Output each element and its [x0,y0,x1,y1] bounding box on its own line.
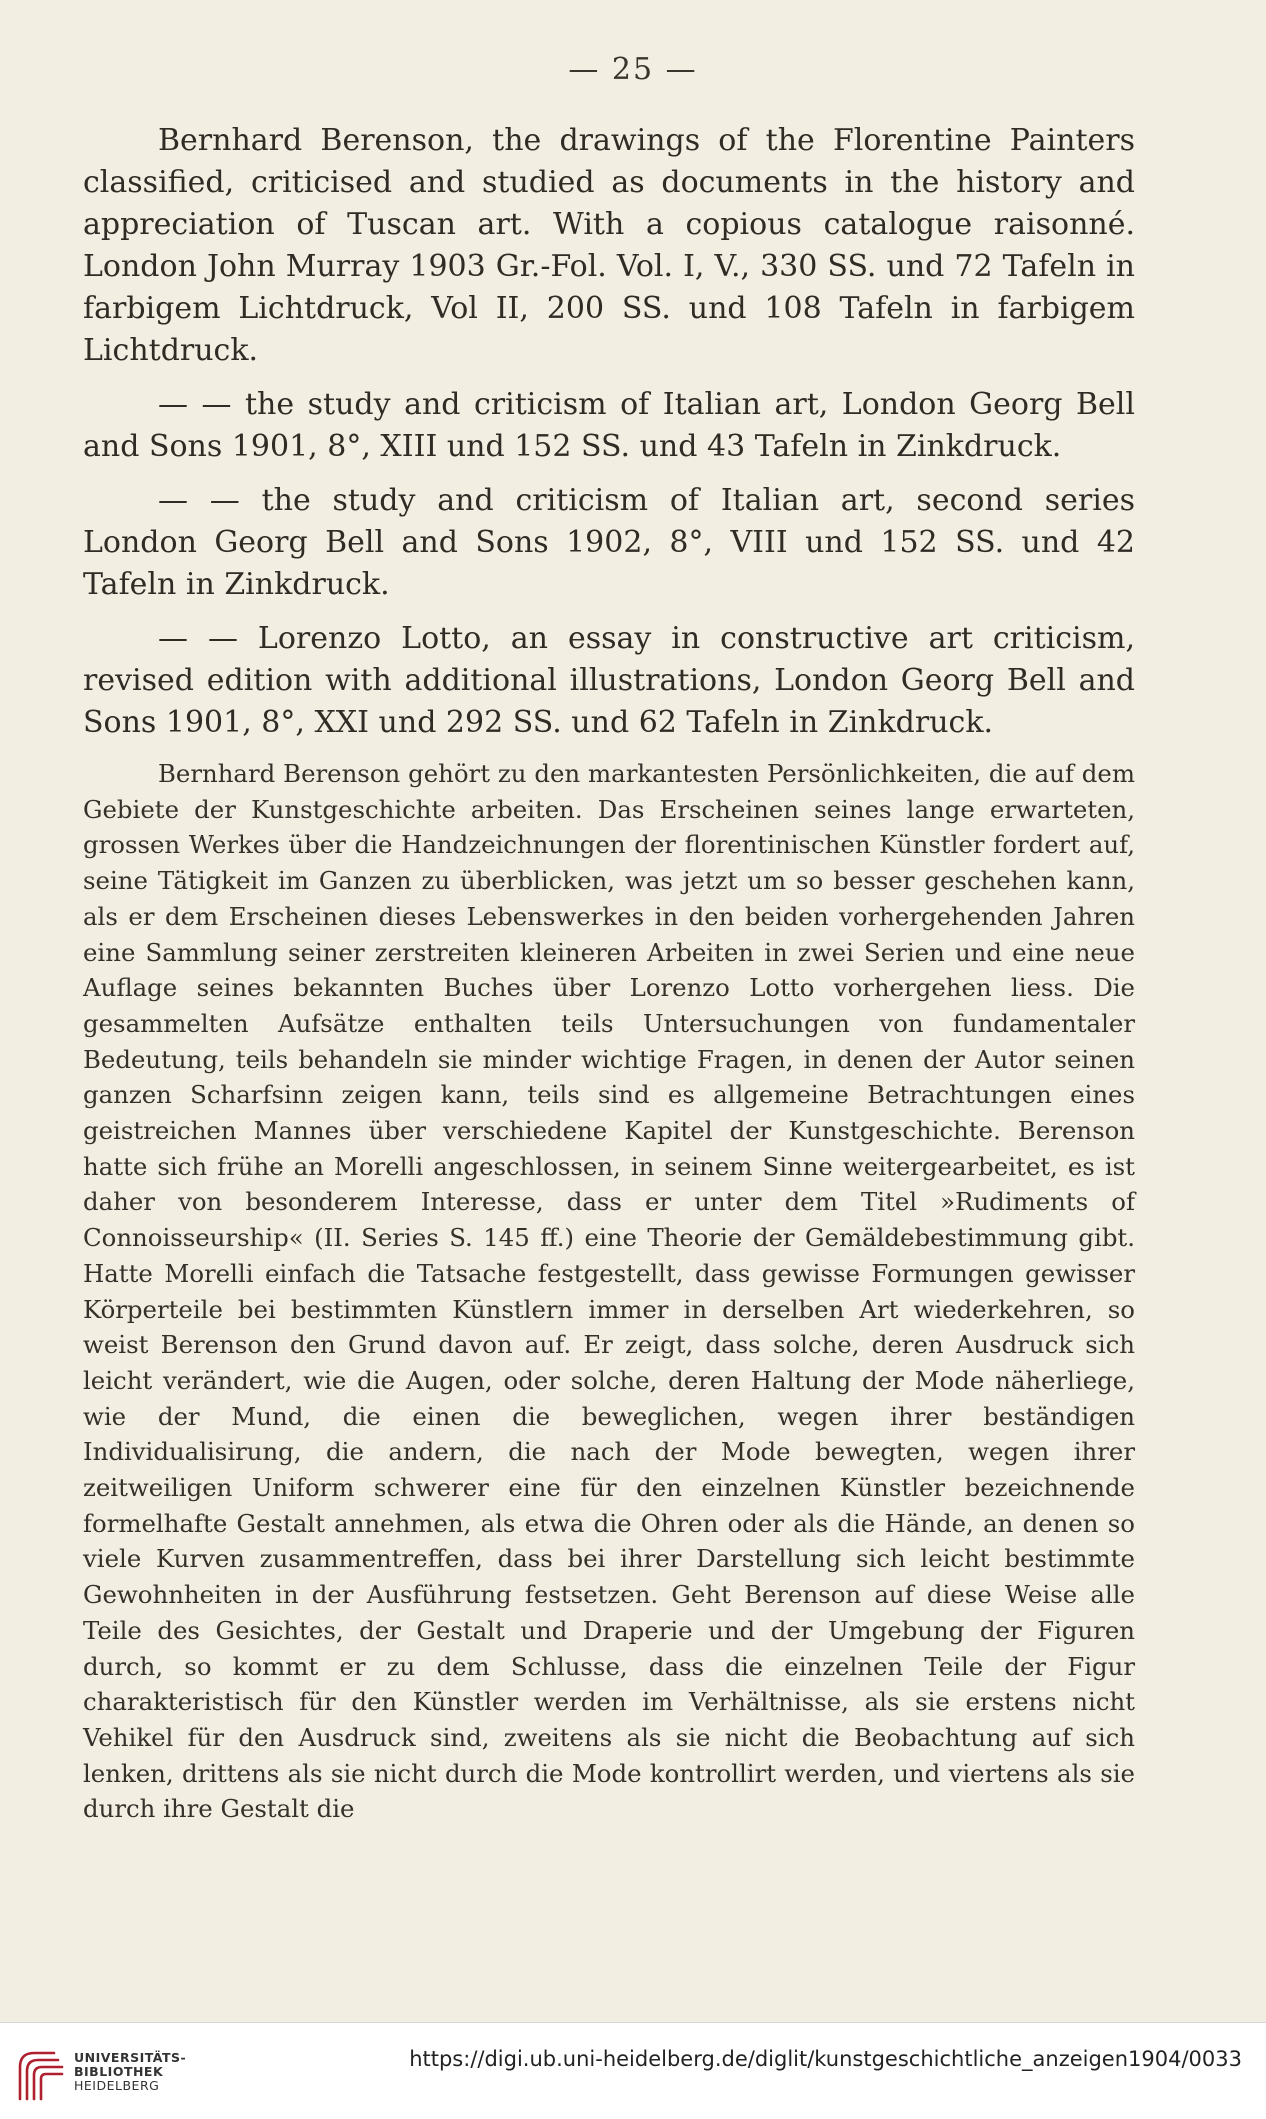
bibliography-entry: — — Lorenzo Lotto, an essay in constructive art criticism, revised edition with additional illustrations, London Georg Bell and Sons 1901, 8°, XXI und 292 SS. und 62 Tafeln in Zinkdruck. [83,621,1135,740]
bibliography-block [83,120,1135,744]
page-number-header: — 25 — [568,52,698,87]
institution-line: UNIVERSITÄTS- [74,2050,187,2065]
bibliography-entry: Bernhard Berenson, the drawings of the Florentine Painters classified, criticised and studied as documents in the history and appreciation of Tuscan art. With a copious catalogue raisonné. London John Murray 1903 Gr.-Fol. Vol. I, V., 330 SS. und 72 Tafeln in farbigem Lichtdruck, Vol II, 200 SS. und 108 Tafeln in farbigem Lichtdruck. [83,123,1135,368]
bibliography-entry: — — the study and criticism of Italian art, London Georg Bell and Sons 1901, 8°, XIII und 152 SS. und 43 Tafeln in Zinkdruck. [83,387,1135,464]
permalink-url[interactable]: https://digi.ub.uni-heidelberg.de/diglit/kunstgeschichtliche_anzeigen1904/0033 [409,2047,1242,2071]
viewer-footer [0,2022,1266,2119]
review-paragraph: Bernhard Berenson gehört zu den markantesten Persönlichkeiten, die auf dem Gebiete der Kunstgeschichte arbeiten. Das Erscheinen seines lange erwarteten, grossen Werkes über die Handzeichnungen der florentinischen Künstler fordert auf, seine Tätigkeit im Ganzen zu überblicken, was jetzt um so besser geschehen kann, als er dem Erscheinen dieses Lebenswerkes in den beiden vorhergehenden Jahren eine Sammlung seiner zerstreiten kleineren Arbeiten in zwei Serien und eine neue Auflage seines bekannten Buches über Lorenzo Lotto vorhergehen liess. Die gesammelten Aufsätze enthalten teils Untersuchungen von fundamentaler Bedeutung, teils behandeln sie minder wichtige Fragen, in denen der Autor seinen ganzen Scharfsinn zeigen kann, teils sind es allgemeine Betrachtungen eines geistreichen Mannes über verschiedene Kapitel der Kunstgeschichte. Berenson hatte sich frühe an Morelli angeschlossen, in seinem Sinne weitergearbeitet, es ist daher von besonderem Interesse, dass er unter dem Titel »Rudiments of Connoisseurship« (II. Series S. 145 ff.) eine Theorie der Gemäldebestimmung gibt. Hatte Morelli einfach die Tatsache festgestellt, dass gewisse Formungen gewisser Körperteile bei bestimmten Künstlern immer in derselben Art wiederkehren, so weist Berenson den Grund davon auf. Er zeigt, dass solche, deren Ausdruck sich leicht verändert, wie die Augen, oder solche, deren Haltung der Mode näherliege, wie der Mund, die einen die beweglichen, wegen ihrer beständigen Individualisirung, die andern, die nach der Mode bewegten, wegen ihrer zeitweiligen Uniform schwerer eine für den einzelnen Künstler bezeichnende formelhafte Gestalt annehmen, als etwa die Ohren oder als die Hände, an denen so viele Kurven zusammentreffen, dass bei ihrer Darstellung sich leicht bestimmte Gewohnheiten in der Ausführung festsetzen. Geht Berenson auf diese Weise alle Teile des Gesichtes, der Gestalt und Draperie und der Umgebung der Figuren durch, so kommt er zu dem Schlusse, dass die einzelnen Teile der Figur charakteristisch für den Künstler werden im Verhältnisse, als sie erstens nicht Vehikel für den Ausdruck sind, zweitens als sie nicht die Beobachtung auf sich lenken, drittens als sie nicht durch die Mode kontrollirt werden, und viertens als sie durch ihre Gestalt die [83,759,1135,1824]
bibliography-entry: — — the study and criticism of Italian art, second series London Georg Bell and Sons 1902, 8°, VIII und 152 SS. und 42 Tafeln in Zinkdruck. [83,483,1135,602]
institution-line: BIBLIOTHEK [74,2064,164,2079]
university-library-logo-icon [14,2043,66,2105]
page-content [83,120,1135,1827]
institution-line: HEIDELBERG [74,2078,160,2093]
institution-name [74,2051,186,2093]
